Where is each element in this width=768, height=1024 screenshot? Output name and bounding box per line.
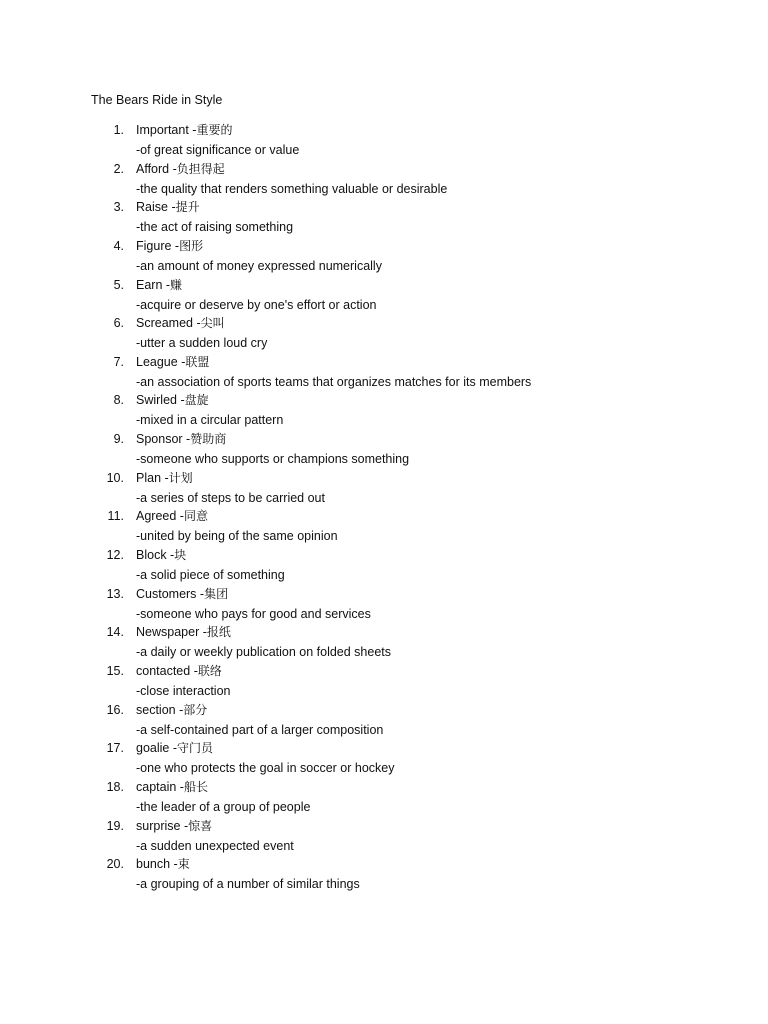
term-definition: -a series of steps to be carried out (136, 490, 325, 505)
term-separator: - (177, 393, 185, 408)
item-number: 10. (106, 470, 124, 485)
term-definition: -mixed in a circular pattern (136, 413, 284, 428)
list-item (0, 663, 768, 702)
list-item (0, 315, 768, 354)
term-line (136, 702, 207, 719)
item-number: 4. (113, 238, 124, 253)
item-number: 9. (113, 432, 124, 447)
term-line (136, 161, 225, 178)
term-word: Agreed (136, 509, 177, 524)
term-separator: - (176, 779, 184, 794)
term-translation: 部分 (183, 702, 208, 717)
document-title: The Bears Ride in Style (91, 93, 223, 107)
list-item (0, 161, 768, 200)
term-word: Block (136, 548, 167, 563)
list-item (0, 779, 768, 818)
term-definition: -an amount of money expressed numerically (136, 258, 382, 273)
term-line (136, 779, 208, 796)
term-translation: 重要的 (196, 123, 233, 137)
term-separator: - (182, 432, 191, 447)
item-number: 19. (106, 818, 124, 833)
term-translation: 束 (177, 857, 190, 872)
term-translation: 同意 (183, 509, 208, 524)
list-item (0, 547, 768, 586)
term-definition: -utter a sudden loud cry (136, 336, 268, 351)
term-translation: 负担得起 (176, 161, 225, 176)
term-line (136, 431, 226, 448)
term-line (136, 122, 232, 139)
term-definition: -an association of sports teams that organizes matches for its members (136, 374, 532, 389)
term-word: Earn (136, 277, 163, 292)
term-word: Sponsor (136, 432, 183, 447)
list-item (0, 392, 768, 431)
term-separator: - (171, 238, 180, 253)
term-line (136, 663, 222, 680)
term-translation: 图形 (179, 238, 204, 253)
term-definition: -close interaction (136, 683, 231, 698)
term-separator: - (162, 277, 171, 292)
term-definition: -acquire or deserve by one's effort or action (136, 297, 377, 312)
list-item (0, 277, 768, 316)
term-separator: - (161, 470, 169, 485)
term-line (136, 392, 209, 409)
term-word: captain (136, 779, 177, 794)
term-word: Newspaper (136, 625, 200, 640)
term-translation: 报纸 (206, 625, 231, 640)
term-line (136, 508, 208, 525)
term-translation: 赞助商 (190, 432, 227, 447)
term-definition: -the act of raising something (136, 220, 294, 235)
item-number: 5. (113, 277, 124, 292)
term-definition: -someone who pays for good and services (136, 606, 371, 621)
term-translation: 赚 (170, 277, 183, 292)
term-translation: 集团 (204, 586, 229, 601)
list-item (0, 470, 768, 509)
term-separator: - (192, 316, 201, 331)
list-item (0, 354, 768, 393)
term-word: surprise (136, 818, 181, 833)
term-line (136, 624, 231, 641)
term-word: Important (136, 123, 189, 137)
term-line (136, 277, 182, 294)
term-line (136, 740, 213, 757)
item-number: 2. (113, 161, 124, 176)
term-separator: - (169, 741, 178, 756)
term-separator: - (169, 161, 177, 176)
item-number: 15. (106, 663, 124, 678)
term-line (136, 818, 212, 835)
list-item (0, 586, 768, 625)
term-definition: -the quality that renders something valuable or desirable (136, 181, 448, 196)
list-item (0, 740, 768, 779)
term-word: section (136, 702, 176, 717)
term-line (136, 199, 200, 216)
term-definition: -united by being of the same opinion (136, 529, 338, 544)
term-line (136, 547, 186, 564)
term-word: Afford (136, 161, 170, 176)
item-number: 17. (106, 741, 124, 756)
term-definition: -someone who supports or champions something (136, 452, 410, 467)
term-definition: -one who protects the goal in soccer or hockey (136, 761, 395, 776)
term-line (136, 315, 225, 332)
item-number: 13. (106, 586, 124, 601)
list-item (0, 508, 768, 547)
list-item (0, 702, 768, 741)
term-definition: -a daily or weekly publication on folded sheets (136, 645, 392, 660)
term-translation: 计划 (168, 470, 193, 485)
term-translation: 守门员 (177, 741, 214, 756)
term-translation: 提升 (175, 200, 200, 215)
term-translation: 联盟 (185, 354, 210, 369)
term-definition: -a solid piece of something (136, 568, 285, 583)
item-number: 20. (106, 857, 124, 872)
term-word: Screamed (136, 316, 193, 331)
list-item (0, 624, 768, 663)
item-number: 6. (113, 316, 124, 331)
term-line (136, 856, 190, 873)
term-word: League (136, 354, 178, 369)
term-separator: - (180, 818, 189, 833)
term-separator: - (176, 509, 184, 524)
term-translation: 惊喜 (188, 818, 213, 833)
item-number: 3. (113, 200, 124, 215)
term-separator: - (167, 200, 176, 215)
list-item (0, 856, 768, 895)
term-word: Raise (136, 200, 168, 215)
item-number: 11. (107, 509, 124, 524)
term-line (136, 586, 228, 603)
term-separator: - (190, 663, 198, 678)
item-number: 1. (113, 123, 124, 137)
term-separator: - (175, 702, 184, 717)
term-word: Plan (136, 470, 162, 485)
item-number: 14. (106, 625, 124, 640)
term-line (136, 238, 203, 255)
term-translation: 块 (174, 548, 187, 563)
term-separator: - (170, 857, 178, 872)
term-separator: - (177, 354, 186, 369)
item-number: 7. (113, 354, 124, 369)
list-item (0, 122, 768, 161)
term-definition: -the leader of a group of people (136, 799, 311, 814)
term-translation: 联络 (197, 663, 222, 678)
item-number: 18. (106, 779, 124, 794)
term-word: Customers (136, 586, 197, 601)
term-separator: - (166, 548, 175, 563)
term-separator: - (199, 625, 207, 640)
term-separator: - (196, 586, 205, 601)
term-word: Figure (136, 238, 172, 253)
list-item (0, 818, 768, 857)
vocabulary-list (0, 122, 768, 895)
item-number: 12. (106, 548, 124, 563)
term-separator: - (188, 123, 197, 137)
term-definition: -a grouping of a number of similar things (136, 877, 360, 892)
term-translation: 尖叫 (200, 316, 225, 331)
term-word: bunch (136, 857, 171, 872)
term-line (136, 470, 193, 487)
item-number: 16. (106, 702, 124, 717)
term-word: contacted (136, 663, 191, 678)
item-number: 8. (113, 393, 124, 408)
term-word: Swirled (136, 393, 177, 408)
term-definition: -a self-contained part of a larger composition (136, 722, 384, 737)
list-item (0, 238, 768, 277)
list-item (0, 431, 768, 470)
list-item (0, 199, 768, 238)
term-line (136, 354, 209, 371)
term-translation: 盘旋 (184, 393, 209, 408)
term-word: goalie (136, 741, 170, 756)
term-definition: -a sudden unexpected event (136, 838, 294, 853)
term-translation: 船长 (183, 779, 208, 794)
term-definition: -of great significance or value (136, 143, 300, 157)
